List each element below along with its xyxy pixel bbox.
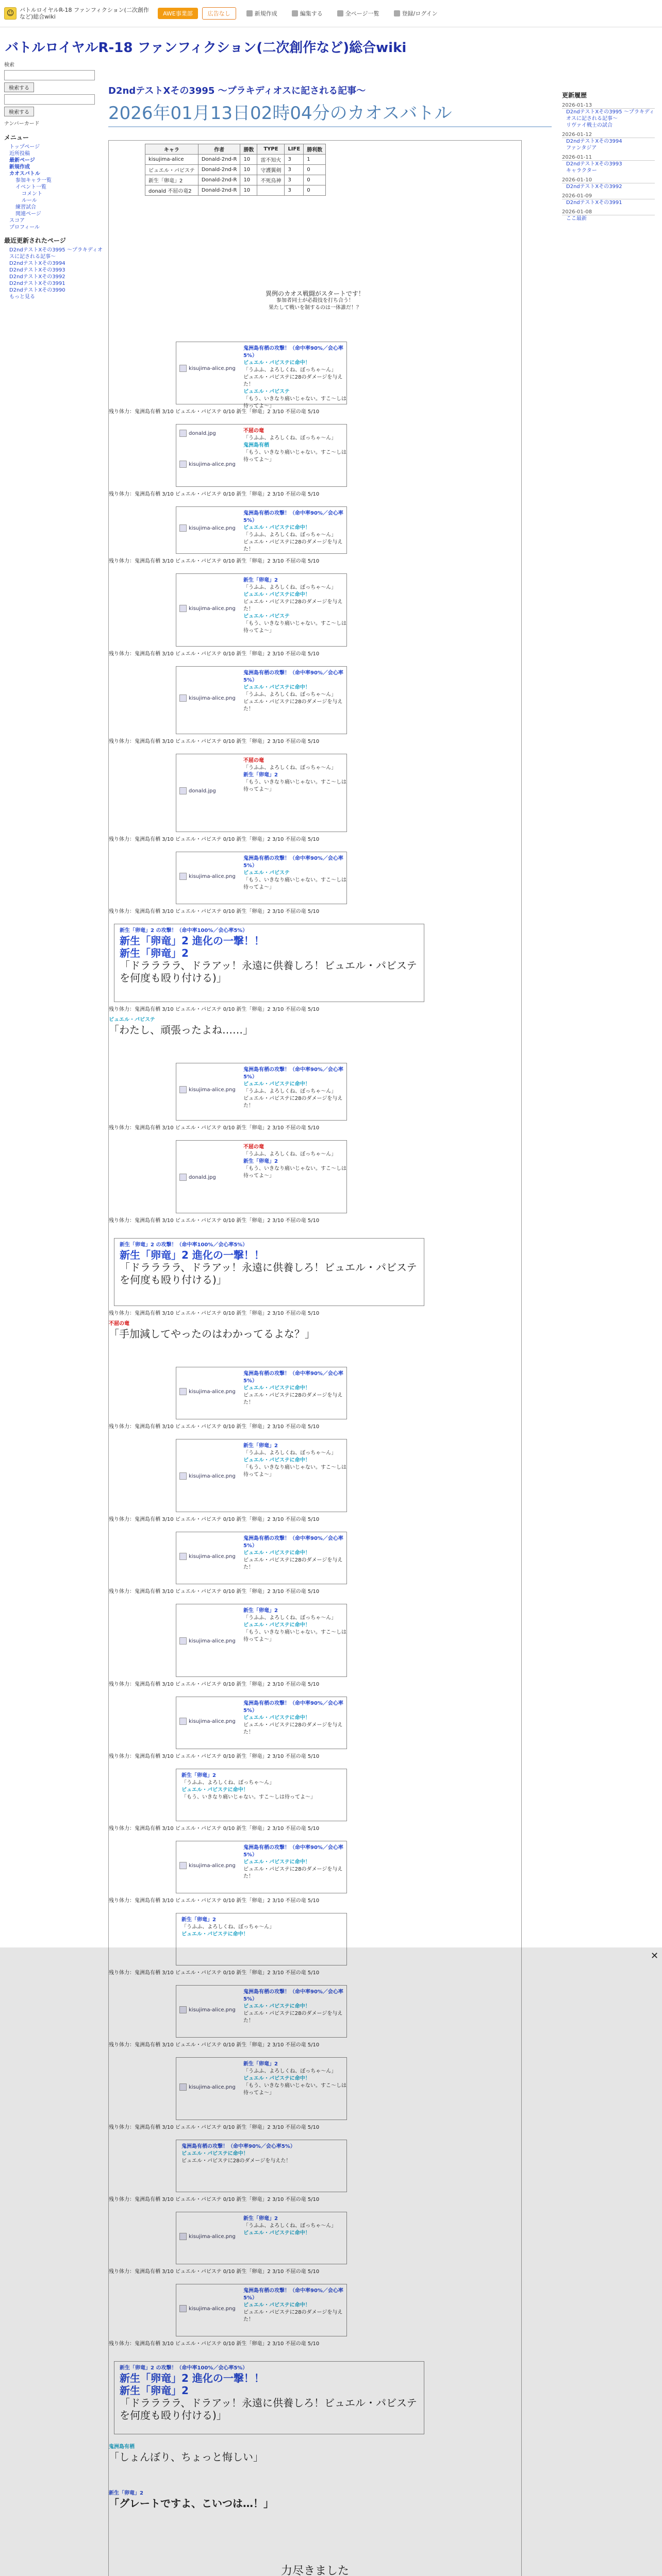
turn-text: 鬼洲島有栖の攻撃！（命中率90%／会心率5%） ビュエル・パビステに命中！ 「うふふ、よろしくね、ぼっちゃ〜ん」 ビュエル・パビステに28のダメージを与えた！ ビュエル・パビステ 「もう、いきなり痛いじゃない。すこ〜しは待ってよ〜」 — [243, 346, 346, 409]
avatar: kisujima-alice.png — [179, 524, 236, 532]
history-date: 2026-01-11 — [562, 155, 655, 161]
menu-item[interactable]: イベント一覧 — [15, 184, 46, 190]
hp-line: 残り体力：鬼洲島有栖 3/10 ビュエル・パビステ 0/10 新生「卵竜」2 3/10 不屈の竜 5/10 — [109, 739, 320, 744]
search-label: 検索 — [4, 62, 14, 68]
turn-text: 鬼洲島有栖の攻撃！（命中率90%／会心率5%） ビュエル・パビステに命中！ ビュエル・パビステに28のダメージを与えた！ — [243, 1989, 343, 2024]
turn-text: 鬼洲島有栖の攻撃！（命中率90%／会心率5%） ビュエル・パビステに命中！ ビュエル・パビステに28のダメージを与えた！ — [243, 1701, 343, 1735]
image-icon — [179, 605, 187, 612]
table-cell: 守護翼剣 — [257, 165, 285, 175]
history-date: 2026-01-10 — [562, 177, 655, 183]
avatar: kisujima-alice.png — [179, 873, 236, 880]
turn-box — [176, 1063, 347, 1121]
close-icon[interactable]: ✕ — [651, 1951, 659, 1961]
table-cell: 10 — [240, 175, 257, 185]
special-attack-text: 新生「卵竜」2 の攻撃！（命中率100%／会心率5%） 新生「卵竜」2 進化の一撃！！ 新生「卵竜」2 「ドララララ、ドラアッ！永遠に供養しろ！ビュエル・パビステを何度も殴り付ける)」 — [120, 928, 417, 984]
turn-box — [176, 666, 347, 734]
opening-line: 参加者同士が必殺技を打ち合う！ — [276, 298, 354, 303]
top-link-login[interactable]: 登録/ログイン — [394, 9, 438, 18]
avatar: kisujima-alice.png — [179, 1553, 236, 1560]
menu-item[interactable]: 最新ページ — [9, 158, 35, 163]
menu-item[interactable]: スコア — [9, 218, 25, 224]
avatar: kisujima-alice.png — [179, 605, 236, 612]
avatar: kisujima-alice.png — [179, 2083, 236, 2091]
turn-text: 新生「卵竜」2 「うふふ、よろしくね、ぼっちゃ〜ん」 ビュエル・パビステに命中！ 「もう、いきなり痛いじゃない。すこ〜しは待ってよ〜」 — [243, 2061, 346, 2096]
menu-title: メニュー — [4, 134, 29, 141]
image-icon — [179, 1862, 187, 1869]
recent-label: ナンバーカード — [4, 121, 40, 127]
table-cell — [257, 185, 285, 196]
history-item[interactable]: キャラクター — [566, 168, 597, 174]
history-date: 2026-01-12 — [562, 132, 655, 138]
donald-defeat: 不屈の竜 「手加減してやったのはわかってるよな？」 — [109, 1321, 315, 1340]
wiki-title[interactable]: バトルロイヤルR-18 ファンフィクション(二次創作など)総合wiki — [5, 40, 407, 56]
turn-text: 鬼洲島有栖の攻撃！（命中率90%／会心率5%） ビュエル・パビステに命中！ ビュエル・パビステに28のダメージを与えた！ — [243, 2288, 343, 2323]
history-item[interactable]: D2ndテストXその3993 — [566, 161, 622, 167]
turn-box — [176, 1697, 347, 1749]
table-cell[interactable]: Donald-2nd-R — [198, 175, 240, 185]
hp-line: 残り体力：鬼洲島有栖 3/10 ビュエル・パビステ 0/10 新生「卵竜」2 3/10 不屈の竜 5/10 — [109, 651, 320, 657]
scroll-overlay — [0, 1947, 662, 2576]
recent-item[interactable]: D2ndテストXその3992 — [9, 274, 65, 280]
image-icon — [179, 1174, 187, 1181]
table-cell: 3 — [285, 155, 304, 165]
avatar: kisujima-alice.png — [179, 1718, 236, 1725]
table-cell: 0 — [304, 175, 326, 185]
image-icon — [179, 1637, 187, 1645]
hp-line: 残り体力：鬼洲島有栖 3/10 ビュエル・パビステ 0/10 新生「卵竜」2 3/10 不屈の竜 5/10 — [109, 1218, 320, 1224]
table-cell: 10 — [240, 155, 257, 165]
hp-line: 残り体力：鬼洲島有栖 3/10 ビュエル・パビステ 0/10 新生「卵竜」2 3/10 不屈の竜 5/10 — [109, 2125, 320, 2130]
search-button-2[interactable]: 検索する — [4, 107, 34, 116]
hp-line: 残り体力：鬼洲島有栖 3/10 ビュエル・パビステ 0/10 新生「卵竜」2 3/10 不屈の竜 5/10 — [109, 1589, 320, 1595]
special-attack-box — [114, 924, 424, 1002]
history-item[interactable]: リヴァイ戦士の試合 — [566, 123, 613, 128]
turn-text: 鬼洲島有栖の攻撃！（命中率90%／会心率5%） ビュエル・パビステに命中！ ビュエル・パビステに28のダメージを与えた！ — [243, 1845, 343, 1879]
table-cell[interactable]: 新生「卵竜」2 — [145, 175, 198, 185]
search-input-2[interactable] — [4, 94, 95, 105]
opening-line: 果たして戦いを制するのは一体誰だ！？ — [269, 305, 361, 311]
avatar: kisujima-alice.png — [179, 2006, 236, 2013]
table-cell[interactable]: ビュエル・パビステ — [145, 165, 198, 175]
table-cell: 10 — [240, 185, 257, 196]
turn-box — [176, 1439, 347, 1512]
user-icon — [394, 10, 400, 16]
list-icon — [337, 10, 343, 16]
table-header: TYPE — [257, 144, 285, 155]
page-title: 2026年01月13日02時04分のカオスバトル — [108, 99, 552, 127]
avatar: kisujima-alice.png — [179, 1472, 236, 1480]
turn-text: 鬼洲島有栖の攻撃！（命中率90%／会心率5%） ビュエル・パビステ 「もう、いきなり痛いじゃない。すこ〜しは待ってよ〜」 — [243, 856, 346, 890]
hp-line: 残り体力：鬼洲島有栖 3/10 ビュエル・パビステ 0/10 新生「卵竜」2 3/10 不屈の竜 5/10 — [109, 1125, 320, 1131]
turn-text: 新生「卵竜」2 「うふふ、よろしくね、ぼっちゃ〜ん」 ビュエル・パビステに命中！ — [181, 1917, 275, 1937]
menu-item[interactable]: トップページ — [9, 144, 40, 150]
hp-line: 残り体力：鬼洲島有栖 3/10 ビュエル・パビステ 0/10 新生「卵竜」2 3/10 不屈の竜 5/10 — [109, 1898, 320, 1904]
turn-box — [176, 573, 347, 647]
hp-line: 残り体力：鬼洲島有栖 3/10 ビュエル・パビステ 0/10 新生「卵竜」2 3/10 不屈の竜 5/10 — [109, 2197, 320, 2202]
turn-box — [176, 1841, 347, 1893]
history-item[interactable]: D2ndテストXその3991 — [566, 200, 622, 206]
turn-text: 新生「卵竜」2 「うふふ、よろしくね、ぼっちゃ〜ん」 ビュエル・パビステに命中！ ビュエル・パビステに28のダメージを与えた！ ビュエル・パビステ 「もう、いきなり痛いじゃない。すこ〜しは待ってよ〜」 — [243, 578, 346, 634]
avatar: kisujima-alice.png — [179, 694, 236, 702]
recent-item[interactable]: D2ndテストXその3995 ～プラキディオスに記される記事～ — [9, 247, 103, 260]
hp-line: 残り体力：鬼洲島有栖 3/10 ビュエル・パビステ 0/10 新生「卵竜」2 3/10 不屈の竜 5/10 — [109, 1424, 320, 1430]
avatar: donald.jpg — [179, 1174, 216, 1181]
turn-box — [176, 1532, 347, 1584]
menu-item[interactable]: 関連ページ — [15, 211, 41, 217]
hp-line: 残り体力：鬼洲島有栖 3/10 ビュエル・パビステ 0/10 新生「卵竜」2 3/10 不屈の竜 5/10 — [109, 558, 320, 564]
table-cell: 0 — [304, 165, 326, 175]
table-cell: 3 — [285, 175, 304, 185]
avatar: kisujima-alice.png — [179, 1388, 236, 1395]
table-cell[interactable]: donald 不屈の竜2 — [145, 185, 198, 196]
hp-line: 残り体力：鬼洲島有栖 3/10 ビュエル・パビステ 0/10 新生「卵竜」2 3/10 不屈の竜 5/10 — [109, 909, 320, 914]
recent-item[interactable]: D2ndテストXその3990 — [9, 287, 65, 293]
table-cell: 1 — [304, 155, 326, 165]
turn-text: 新生「卵竜」2 「うふふ、よろしくね、ぼっちゃ〜ん」 ビュエル・パビステに命中！ — [243, 2216, 337, 2236]
buelle-defeat: ビュエル・パビステ 「わたし、頑張ったよね……」 — [109, 1017, 253, 1036]
avatar: kisujima-alice.png — [179, 1862, 236, 1869]
turn-box — [176, 754, 347, 832]
avatar: kisujima-alice.png — [179, 2305, 236, 2312]
site-name[interactable]: バトルロイヤルR-18 ファンフィクション(二次創作など)総合wiki — [20, 7, 149, 20]
turn-box — [176, 852, 347, 904]
table-cell: 雷不知火 — [257, 155, 285, 165]
edit-icon — [292, 10, 298, 16]
history-item[interactable]: D2ndテストXその3994 — [566, 139, 622, 144]
avatar: kisujima-alice.png — [179, 1086, 236, 1093]
hp-line: 残り体力：鬼洲島有栖 3/10 ビュエル・パビステ 0/10 新生「卵竜」2 3/10 不屈の竜 5/10 — [109, 1754, 320, 1759]
image-icon — [179, 1388, 187, 1395]
image-icon — [179, 1553, 187, 1560]
recent-title: 最近更新されたページ — [4, 237, 66, 244]
history-date: 2026-01-09 — [562, 193, 655, 199]
menu-item[interactable]: 参加キャラ一覧 — [15, 178, 52, 183]
turn-text: 不屈の竜 「うふふ、よろしくね、ぼっちゃ〜ん」 新生「卵竜」2 「もう、いきなり痛いじゃない。すこ〜しは待ってよ〜」 — [243, 1144, 346, 1179]
turn-box — [176, 1604, 347, 1677]
table-header: 勝数 — [240, 144, 257, 155]
menu-item[interactable]: カオスバトル — [9, 171, 40, 177]
hp-line: 残り体力：鬼洲島有栖 3/10 ビュエル・パビステ 0/10 新生「卵竜」2 3/10 不屈の竜 5/10 — [109, 2341, 320, 2347]
turn-text: 不屈の竜 「うふふ、よろしくね、ぼっちゃ〜ん」 鬼洲島有栖 「もう、いきなり痛いじゃない。すこ〜しは待ってよ〜」 — [243, 428, 346, 463]
hp-line: 残り体力：鬼洲島有栖 3/10 ビュエル・パビステ 0/10 新生「卵竜」2 3/10 不屈の竜 5/10 — [109, 492, 320, 497]
top-link-edit[interactable]: 編集する — [292, 9, 323, 18]
ad-free-button[interactable]: 広告なし — [202, 7, 236, 20]
avatar: donald.jpg — [179, 430, 216, 437]
opening-block — [109, 290, 521, 312]
more-link[interactable]: ここ最新 — [566, 216, 587, 222]
table-cell: 10 — [240, 165, 257, 175]
right-sidebar — [562, 88, 655, 222]
victory-block: 新生「卵竜」2 「グレートですよ、こいつは…！」 — [109, 2490, 274, 2510]
recent-item[interactable]: D2ndテストXその3993 — [9, 267, 65, 273]
hp-line: 残り体力：鬼洲島有栖 3/10 ビュエル・パビステ 0/10 新生「卵竜」2 3/10 不屈の竜 5/10 — [109, 2042, 320, 2048]
table-header: LIFE — [285, 144, 304, 155]
image-icon — [179, 1472, 187, 1480]
menu-item[interactable]: ルール — [22, 198, 37, 204]
turn-text: 不屈の竜 「うふふ、よろしくね、ぼっちゃ〜ん」 新生「卵竜」2 「もう、いきなり痛いじゃない。すこ〜しは待ってよ〜」 — [243, 758, 346, 792]
page-category: D2ndテストXその3995 ～プラキディオスに記される記事～ — [108, 86, 366, 96]
table-row — [145, 155, 326, 165]
table-row — [145, 175, 326, 185]
hp-line: 残り体力：鬼洲島有栖 3/10 ビュエル・パビステ 0/10 新生「卵竜」2 3/10 不屈の竜 5/10 — [109, 1007, 320, 1012]
turn-box — [176, 424, 347, 487]
table-header: 勝利数 — [304, 144, 326, 155]
table-cell[interactable]: Donald-2nd-R — [198, 155, 240, 165]
table-cell: 3 — [285, 165, 304, 175]
table-row — [145, 165, 326, 175]
new-page-icon — [246, 10, 253, 16]
turn-text: 鬼洲島有栖の攻撃！（命中率90%／会心率5%） ビュエル・パビステに命中！ 「うふふ、よろしくね、ぼっちゃ〜ん」 ビュエル・パビステに28のダメージを与えた！ — [243, 511, 343, 552]
avatar: kisujima-alice.png — [179, 2233, 236, 2240]
site-logo-icon[interactable]: ☺ — [4, 7, 16, 20]
hp-line: 残り体力：鬼洲島有栖 3/10 ビュエル・パビステ 0/10 新生「卵竜」2 3/10 不屈の竜 5/10 — [109, 1970, 320, 1976]
turn-text: 鬼洲島有栖の攻撃！（命中率90%／会心率5%） ビュエル・パビステに命中！ 「うふふ、よろしくね、ぼっちゃ〜ん」 ビュエル・パビステに28のダメージを与えた！ — [243, 1067, 343, 1109]
turn-box — [176, 1367, 347, 1419]
turn-box — [176, 1769, 347, 1821]
search-input[interactable] — [4, 70, 95, 80]
image-icon — [179, 430, 187, 437]
turn-box — [176, 506, 347, 554]
table-cell: 3 — [285, 185, 304, 196]
turn-text: 鬼洲島有栖の攻撃！（命中率90%／会心率5%） ビュエル・パビステに命中！ 「うふふ、よろしくね、ぼっちゃ〜ん」 ビュエル・パビステに28のダメージを与えた！ — [243, 670, 343, 712]
history-item[interactable]: D2ndテストXその3995 ～プラキディオスに記される記事～ — [566, 109, 655, 122]
hp-line: 残り体力：鬼洲島有栖 3/10 ビュエル・パビステ 0/10 新生「卵竜」2 3/10 不屈の竜 5/10 — [109, 2269, 320, 2275]
special-attack-box — [114, 1238, 424, 1306]
menu-item[interactable]: コメント — [22, 191, 42, 197]
turn-text: 鬼洲島有栖の攻撃！（命中率90%／会心率5%） ビュエル・パビステに命中！ ビュエル・パビステに28のダメージを与えた！ — [181, 2144, 295, 2164]
avatar: donald.jpg — [179, 787, 216, 794]
menu-item[interactable]: 近所投稿 — [9, 151, 30, 157]
menu-item[interactable]: 練習試合 — [15, 205, 36, 210]
hp-line: 残り体力：鬼洲島有栖 3/10 ビュエル・パビステ 0/10 新生「卵竜」2 3/10 不屈の竜 5/10 — [109, 837, 320, 842]
image-icon — [179, 873, 187, 880]
table-cell[interactable]: kisujima-alice — [145, 155, 198, 165]
turn-text: 新生「卵竜」2 「うふふ、よろしくね、ぼっちゃ〜ん」 ビュエル・パビステに命中！ 「もう、いきなり痛いじゃない。すこ〜しは待ってよ〜」 — [243, 1443, 346, 1478]
more-link[interactable]: もっと見る — [9, 294, 35, 300]
history-date: 2026-01-08 — [562, 209, 655, 215]
turn-text: 新生「卵竜」2 「うふふ、よろしくね、ぼっちゃ〜ん」 ビュエル・パビステに命中！ 「もう、いきなり痛いじゃない。すこ〜しは待ってよ〜」 — [243, 1608, 346, 1642]
top-link-all-pages[interactable]: 全ページ一覧 — [337, 9, 379, 18]
image-icon — [179, 694, 187, 702]
menu-item[interactable]: プロフィール — [9, 225, 40, 230]
history-date: 2026-01-13 — [562, 103, 655, 109]
table-row — [145, 185, 326, 196]
hp-line: 残り体力：鬼洲島有栖 3/10 ビュエル・パビステ 0/10 新生「卵竜」2 3/10 不屈の竜 5/10 — [109, 409, 320, 415]
turn-box — [176, 342, 347, 409]
table-cell: 0 — [304, 185, 326, 196]
image-icon — [179, 524, 187, 532]
image-icon — [179, 365, 187, 372]
hp-line: 残り体力：鬼洲島有栖 3/10 ビュエル・パビステ 0/10 新生「卵竜」2 3/10 不屈の竜 5/10 — [109, 1682, 320, 1687]
avatar: kisujima-alice.png — [179, 461, 236, 468]
alice-defeat: 鬼洲島有栖 「しょんぼり、ちょっと悔しい」 — [109, 2444, 263, 2463]
search-button[interactable]: 検索する — [4, 82, 34, 92]
image-icon — [179, 787, 187, 794]
recent-item[interactable]: D2ndテストXその3994 — [9, 261, 65, 266]
left-sidebar — [4, 62, 107, 300]
table-cell: 不死鳥神 — [257, 175, 285, 185]
participants-table — [145, 144, 326, 196]
top-links — [246, 9, 452, 18]
turn-text: 新生「卵竜」2 「うふふ、よろしくね、ぼっちゃ〜ん」 ビュエル・パビステに命中！ 「もう、いきなり痛いじゃない。すこ〜しは待ってよ〜」 — [181, 1773, 316, 1800]
avatar: kisujima-alice.png — [179, 365, 236, 372]
top-bar — [0, 0, 662, 27]
turn-text: 鬼洲島有栖の攻撃！（命中率90%／会心率5%） ビュエル・パビステに命中！ ビュエル・パビステに28のダメージを与えた！ — [243, 1536, 343, 1570]
history-item[interactable]: D2ndテストXその3992 — [566, 184, 622, 190]
opening-line: 異例のカオス戦闘がスタートです！ — [266, 290, 365, 297]
hp-line: 残り体力：鬼洲島有栖 3/10 ビュエル・パビステ 0/10 新生「卵竜」2 3/10 不屈の竜 5/10 — [109, 1826, 320, 1832]
top-link-new[interactable]: 新規作成 — [246, 9, 277, 18]
history-title: 更新履歴 — [562, 92, 587, 99]
table-cell[interactable]: Donald-2nd-R — [198, 185, 240, 196]
page-header — [108, 83, 552, 127]
image-icon — [179, 1718, 187, 1725]
special-attack-text: 新生「卵竜」2 の攻撃！（命中率100%／会心率5%） 新生「卵竜」2 進化の一撃！！ 新生「卵竜」2 「ドララララ、ドラアッ！永遠に供養しろ！ビュエル・パビステを何度も殴り付ける)」 — [120, 2365, 417, 2421]
hp-line: 残り体力：鬼洲島有栖 3/10 ビュエル・パビステ 0/10 新生「卵竜」2 3/10 不屈の竜 5/10 — [109, 1517, 320, 1522]
table-header: キャラ — [145, 144, 198, 155]
turn-text: 鬼洲島有栖の攻撃！（命中率90%／会心率5%） ビュエル・パビステに命中！ ビュエル・パビステに28のダメージを与えた！ — [243, 1371, 343, 1405]
turn-box — [176, 1140, 347, 1213]
history-item[interactable]: ファンタジア — [566, 145, 597, 151]
image-icon — [179, 461, 187, 468]
image-icon — [179, 1086, 187, 1093]
menu-item[interactable]: 新規作成 — [9, 164, 30, 170]
ad-button[interactable]: AWE事業部 — [158, 8, 198, 19]
table-cell[interactable]: Donald-2nd-R — [198, 165, 240, 175]
table-header: 作者 — [198, 144, 240, 155]
hp-line: 残り体力：鬼洲島有栖 3/10 ビュエル・パビステ 0/10 新生「卵竜」2 3/10 不屈の竜 5/10 — [109, 1311, 320, 1316]
special-attack-text: 新生「卵竜」2 の攻撃！（命中率100%／会心率5%） 新生「卵竜」2 進化の一撃！！ 「ドララララ、ドラアッ！永遠に供養しろ！ビュエル・パビステを何度も殴り付ける)」 — [120, 1242, 417, 1286]
result-line: 力尽きました — [280, 2565, 349, 2576]
recent-item[interactable]: D2ndテストXその3991 — [9, 281, 65, 286]
avatar: kisujima-alice.png — [179, 1637, 236, 1645]
